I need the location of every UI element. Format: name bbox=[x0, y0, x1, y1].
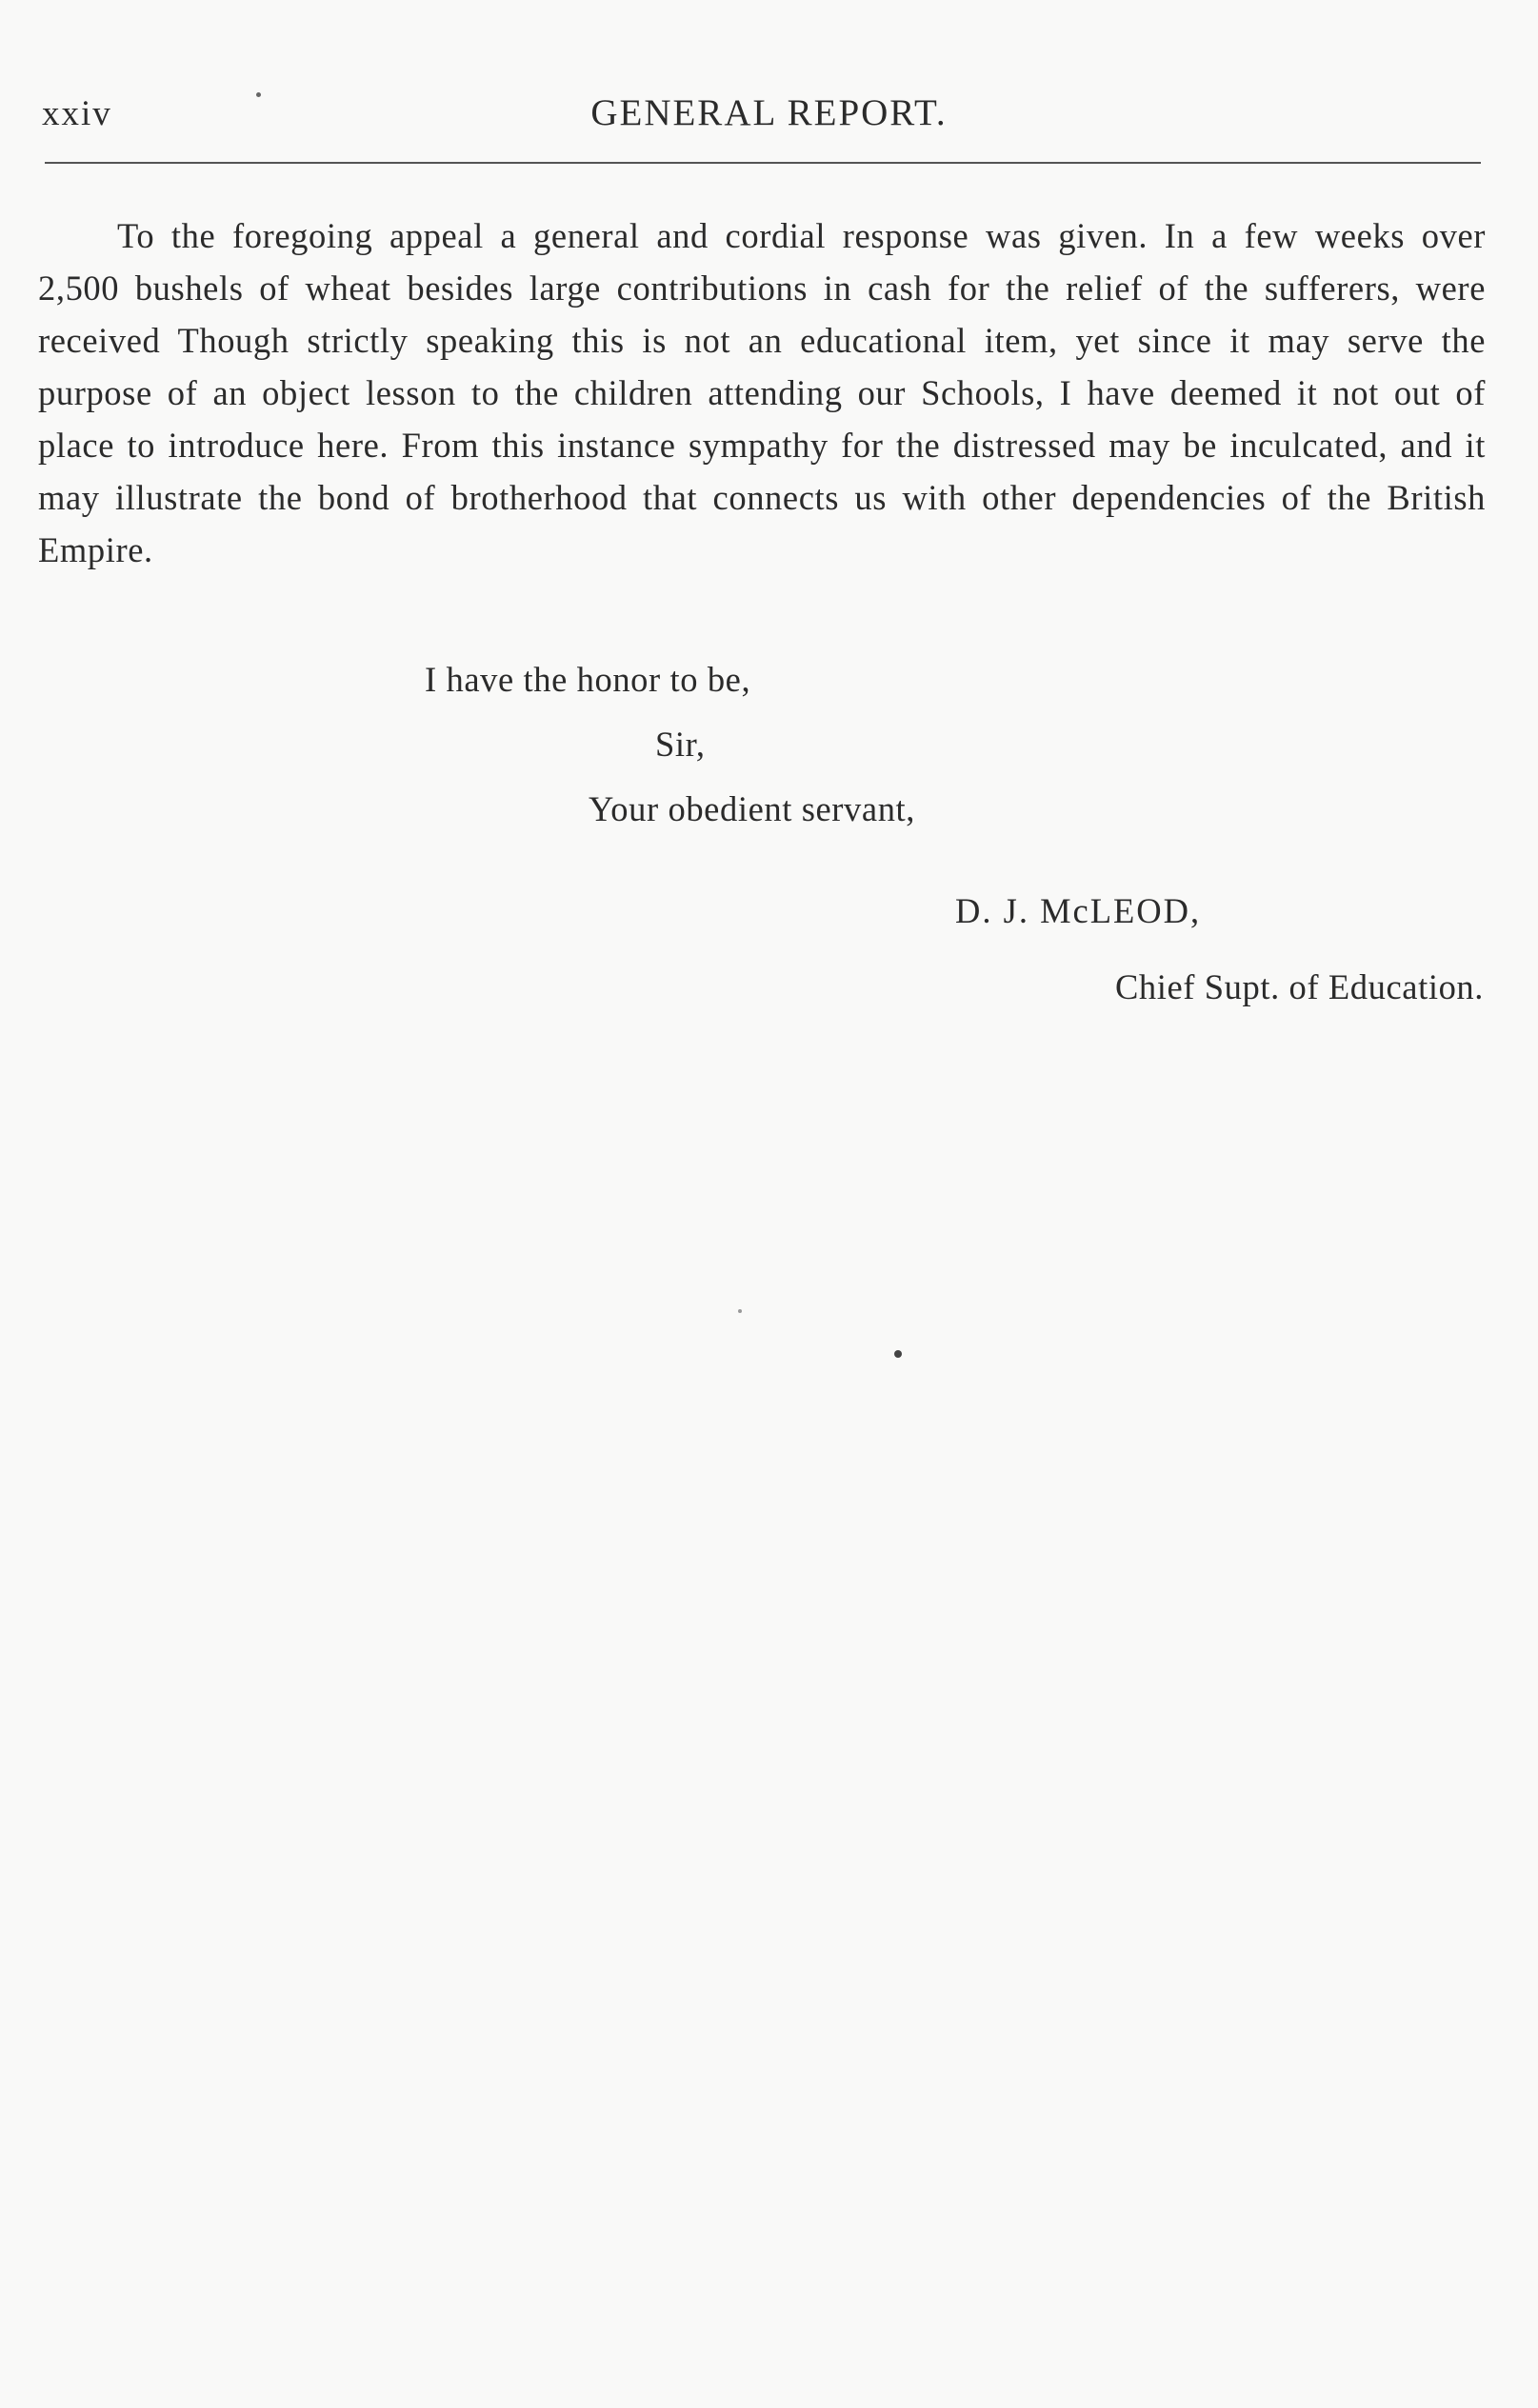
running-head: GENERAL REPORT. bbox=[590, 92, 948, 133]
ink-speck bbox=[738, 1309, 742, 1313]
page-number: xxiv bbox=[42, 94, 112, 133]
closing-salutation: I have the honor to be, bbox=[425, 660, 751, 699]
closing-servant: Your obedient servant, bbox=[589, 789, 916, 828]
body-paragraph: To the foregoing appeal a general and cordial response was given. In a few weeks over 2,500 bushels of wheat besides large contributions in cash for the relief of the sufferers, were received Though strictly speaking this is not an educational item, yet since it may serve the purpose of an object lesson to the children attending our Schools, I have deemed it not out of place to introduce here. From this instance sympathy for the distressed may be inculcated, and it may illustrate the bond of brotherhood that connects us with other dependencies of the British Empire. bbox=[38, 216, 1486, 569]
header-rule bbox=[45, 162, 1481, 164]
ink-speck bbox=[894, 1350, 902, 1358]
ink-speck bbox=[256, 92, 261, 97]
signature-title: Chief Supt. of Education. bbox=[1114, 967, 1484, 1006]
signature-name: D. J. McLEOD, bbox=[955, 891, 1202, 930]
closing-sir: Sir, bbox=[655, 725, 706, 764]
